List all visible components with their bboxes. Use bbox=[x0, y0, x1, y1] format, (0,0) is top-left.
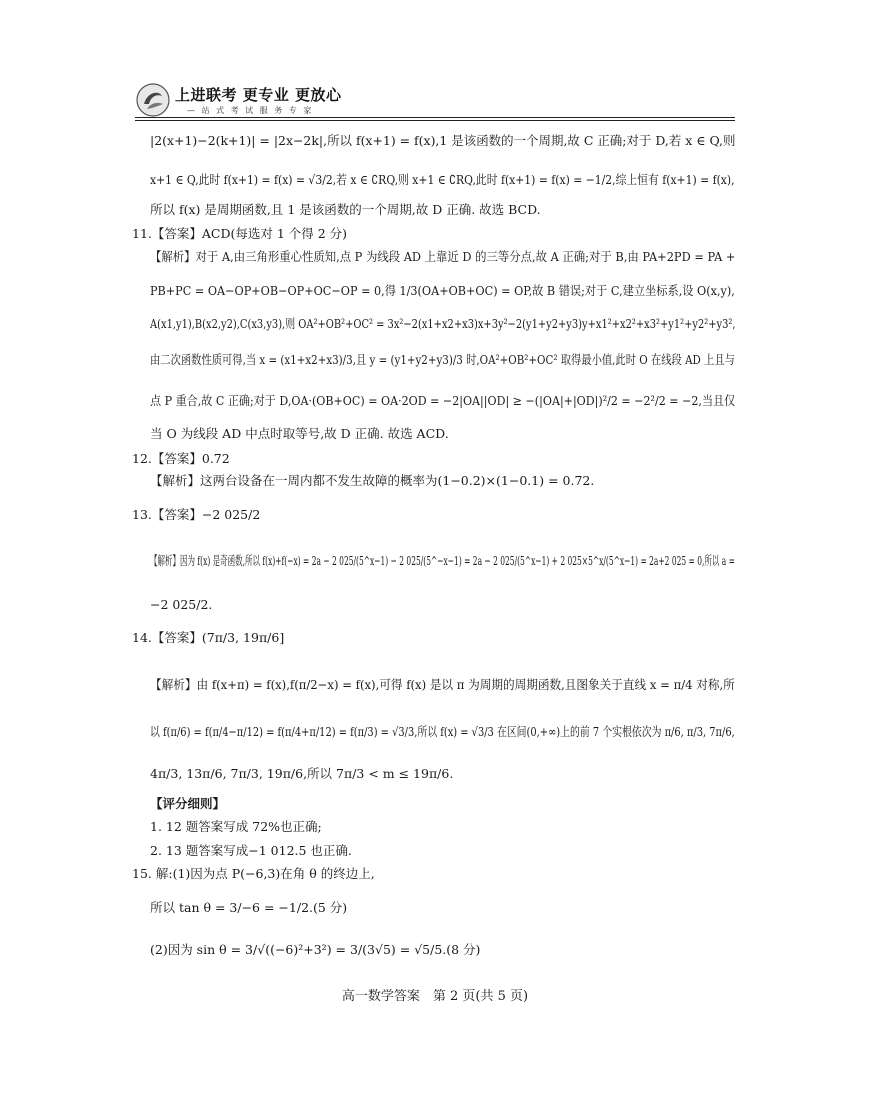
text-line: 【解析】这两台设备在一周内都不发生故障的概率为(1−0.2)×(1−0.1) = 0.72. bbox=[150, 473, 595, 488]
text-line: 【解析】因为 f(x) 是奇函数,所以 f(x)+f(−x) = 2a − 2 025/(5^x−1) − 2 025/(5^−x−1) = 2a − 2 025/(5^x−1) + 2 025×5^x/(5^x−1) = 2a+2 025 = 0,所以 a = bbox=[150, 553, 735, 568]
text-line: −2 025/2. bbox=[150, 597, 213, 612]
header-rule-bottom bbox=[135, 120, 735, 121]
brand-tagline: — 站 式 考 试 服 务 专 家 bbox=[187, 106, 314, 115]
text-line: 以 f(π/6) = f(π/4−π/12) = f(π/4+π/12) = f(π/3) = √3/3,所以 f(x) = √3/3 在区间(0,+∞)上的前 7 个实根依次为 π/6, π/3, 7π/6, bbox=[150, 724, 735, 739]
text-line: x+1 ∈ Q,此时 f(x+1) = f(x) = √3/2,若 x ∈ ∁RQ,则 x+1 ∈ ∁RQ,此时 f(x+1) = f(x) = −1/2,综上恒有 f(x+1) = f(x), bbox=[150, 172, 735, 187]
answer-12: 12.【答案】0.72 bbox=[132, 451, 230, 466]
text-line: (2)因为 sin θ = 3/√((−6)²+3²) = 3/(3√5) = √5/5.(8 分) bbox=[150, 942, 481, 957]
brand-logo-icon bbox=[135, 82, 171, 118]
text-line: 当 O 为线段 AD 中点时取等号,故 D 正确. 故选 ACD. bbox=[150, 426, 449, 441]
grading-item: 2. 13 题答案写成−1 012.5 也正确. bbox=[150, 843, 352, 858]
text-line: 由二次函数性质可得,当 x = (x1+x2+x3)/3,且 y = (y1+y2+y3)/3 时,OA²+OB²+OC² 取得最小值,此时 O 在线段 AD 上且与 bbox=[150, 352, 735, 367]
brand-slogan: 上进联考 更专业 更放心 bbox=[175, 86, 342, 104]
answer-14: 14.【答案】(7π/3, 19π/6] bbox=[132, 630, 285, 645]
answer-13: 13.【答案】−2 025/2 bbox=[132, 507, 261, 522]
text-line: 【解析】由 f(x+π) = f(x),f(π/2−x) = f(x),可得 f(x) 是以 π 为周期的周期函数,且图象关于直线 x = π/4 对称,所 bbox=[150, 677, 735, 692]
page-header bbox=[135, 82, 735, 122]
text-line: 所以 f(x) 是周期函数,且 1 是该函数的一个周期,故 D 正确. 故选 BCD. bbox=[150, 202, 541, 217]
grading-item: 1. 12 题答案写成 72%也正确; bbox=[150, 819, 322, 834]
page-footer: 高一数学答案 第 2 页(共 5 页) bbox=[341, 989, 529, 1004]
text-line: A(x1,y1),B(x2,y2),C(x3,y3),则 OA²+OB²+OC² = 3x²−2(x1+x2+x3)x+3y²−2(y1+y2+y3)y+x1²+x2²+x3²+y1²+y2²+y3², bbox=[150, 316, 736, 331]
text-line: 所以 tan θ = 3/−6 = −1/2.(5 分) bbox=[150, 900, 348, 915]
text-line: 4π/3, 13π/6, 7π/3, 19π/6,所以 7π/3 < m ≤ 19π/6. bbox=[150, 766, 454, 781]
text-line: |2(x+1)−2(k+1)| = |2x−2k|,所以 f(x+1) = f(x),1 是该函数的一个周期,故 C 正确;对于 D,若 x ∈ Q,则 bbox=[150, 133, 736, 148]
grading-heading: 【评分细则】 bbox=[150, 796, 226, 811]
header-rule-top bbox=[135, 117, 735, 118]
text-line: 点 P 重合,故 C 正确;对于 D,OA·(OB+OC) = OA·2OD = −2|OA||OD| ≥ −(|OA|+|OD|)²/2 = −2²/2 = −2,当且仅 bbox=[150, 393, 736, 408]
answer-15: 15. 解:(1)因为点 P(−6,3)在角 θ 的终边上, bbox=[132, 866, 375, 881]
text-line: PB+PC = OA−OP+OB−OP+OC−OP = 0,得 1/3(OA+OB+OC) = OP,故 B 错误;对于 C,建立坐标系,设 O(x,y), bbox=[150, 283, 735, 298]
answer-11: 11.【答案】ACD(每选对 1 个得 2 分) bbox=[132, 226, 348, 241]
text-line: 【解析】对于 A,由三角形重心性质知,点 P 为线段 AD 上靠近 D 的三等分点,故 A 正确;对于 B,由 PA+2PD = PA + bbox=[150, 249, 736, 264]
